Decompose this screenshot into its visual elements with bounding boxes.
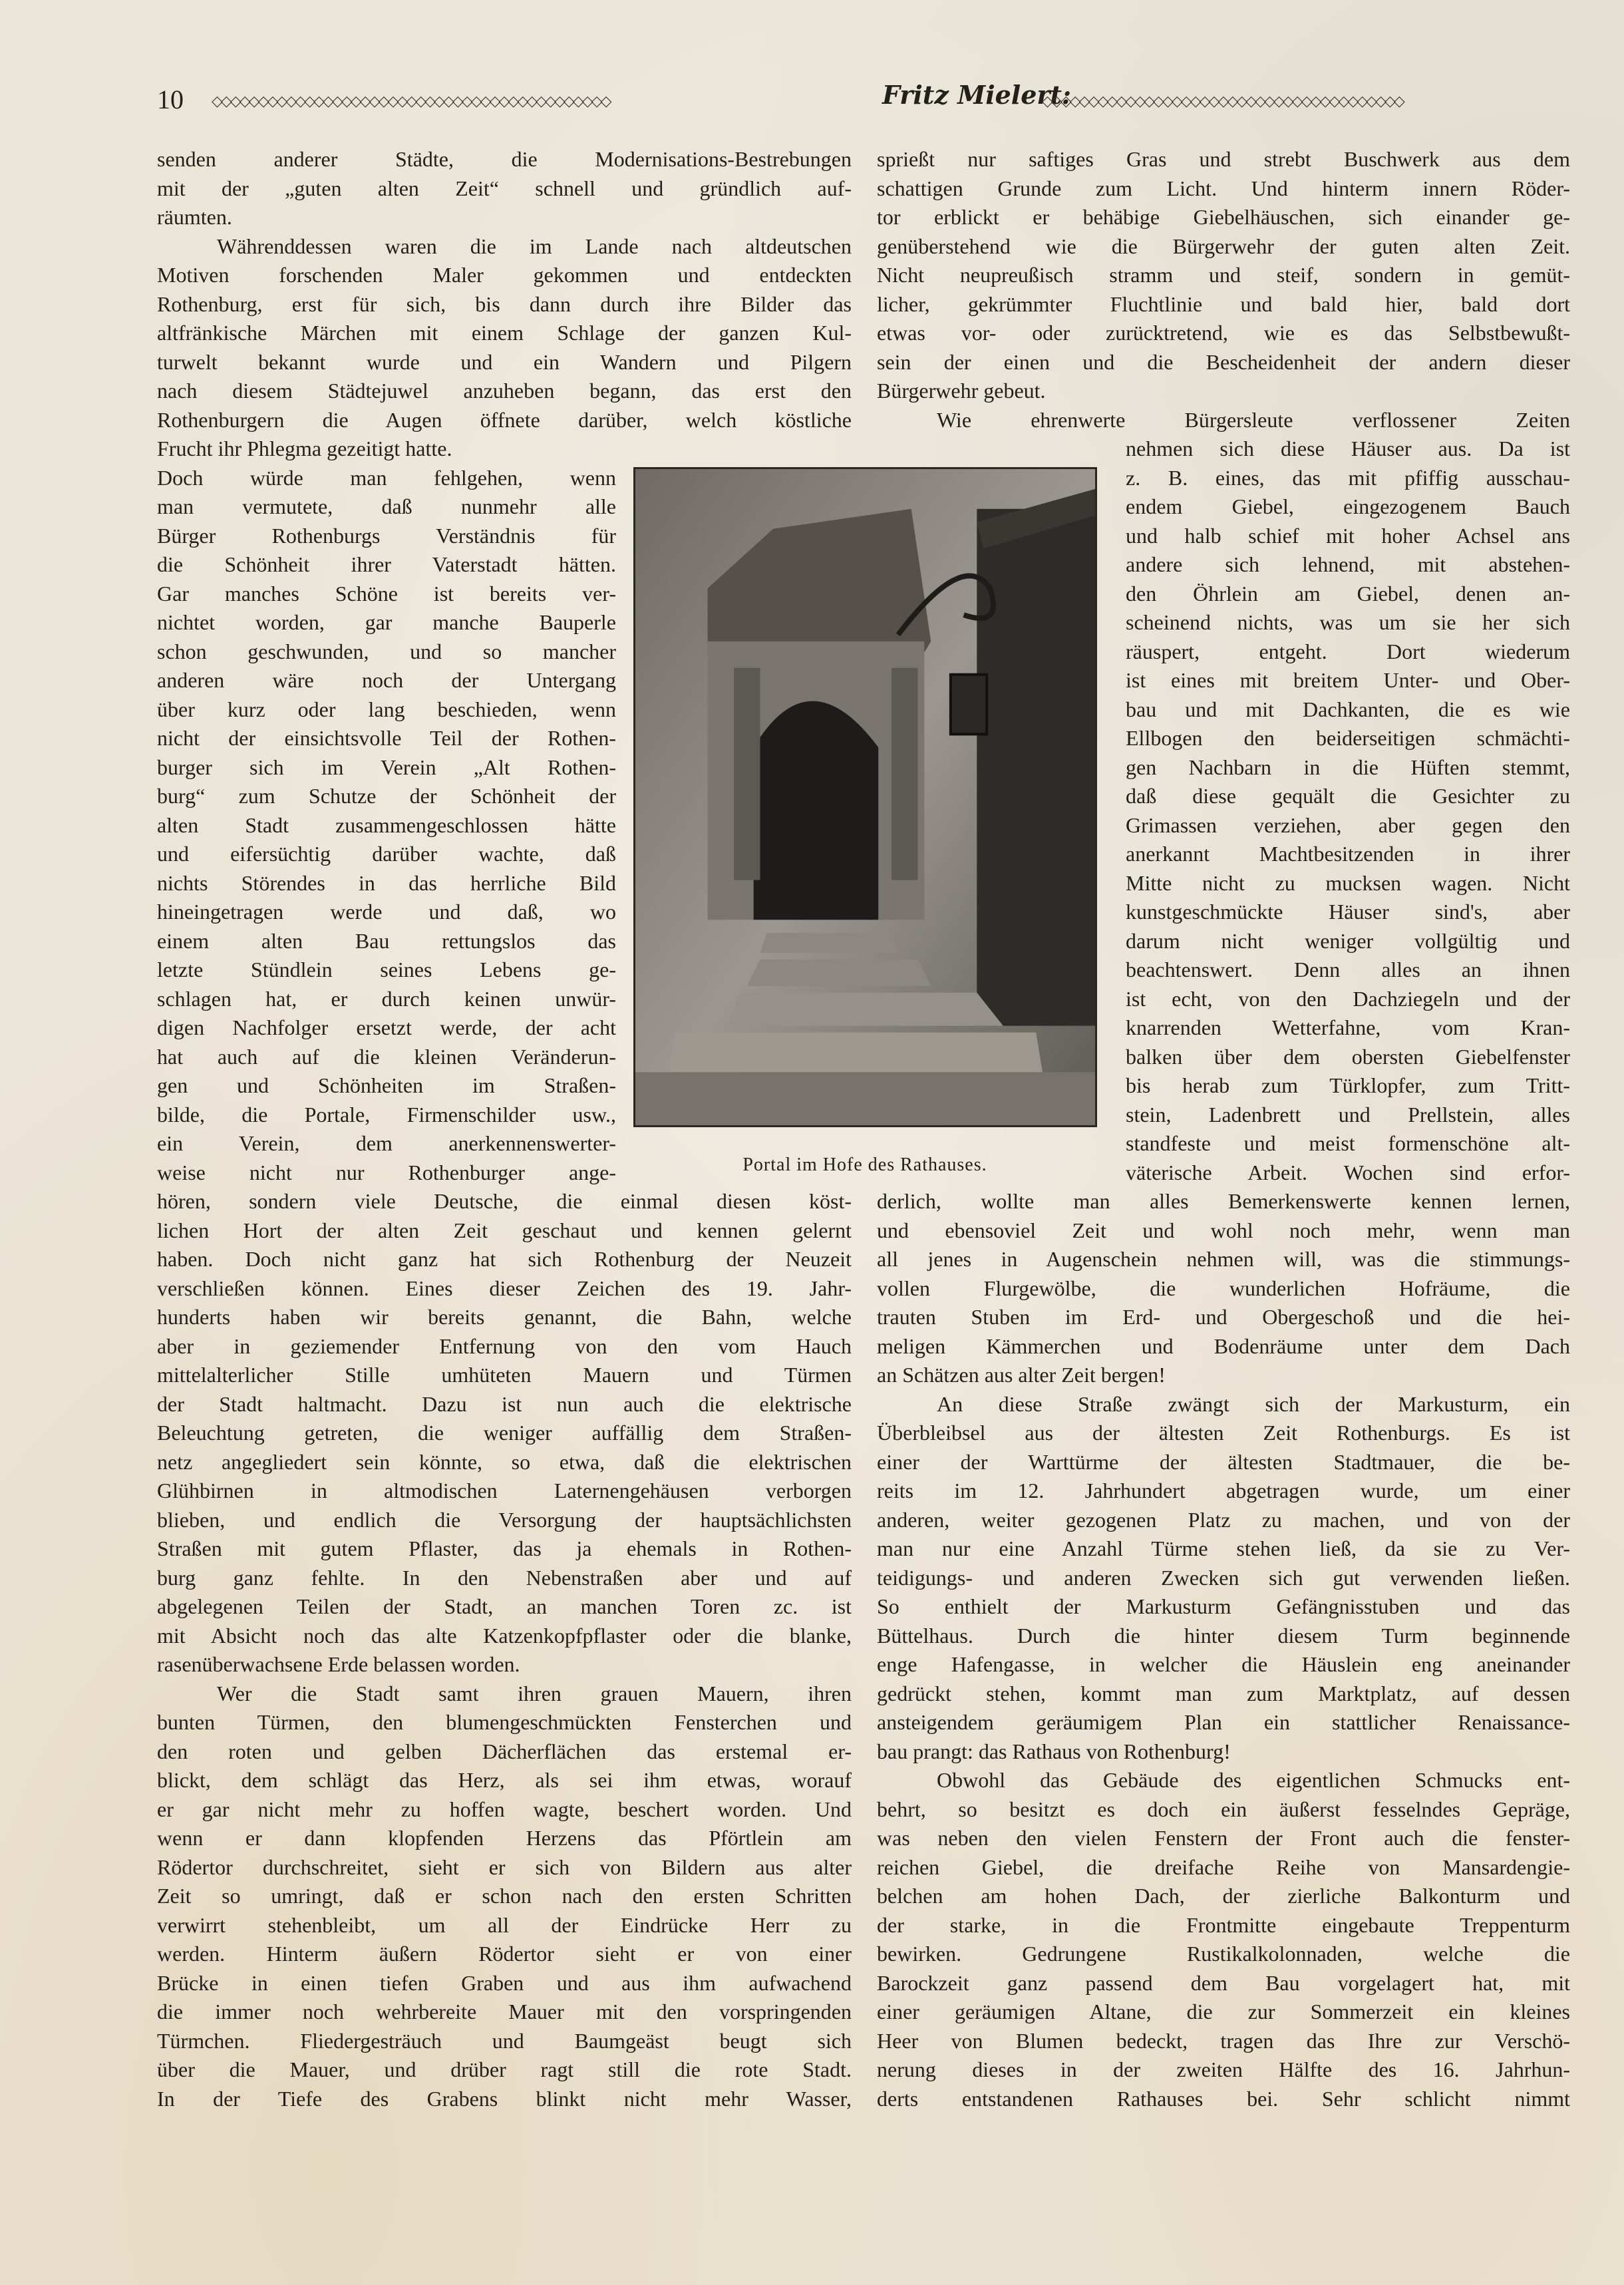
running-title: Fritz Mielert: [882, 80, 1072, 110]
text-line: Doch würde man fehlgehen, wenn [157, 465, 616, 490]
text-line: An diese Straße zwängt sich der Markusturm, ein [937, 1391, 1570, 1416]
text-line: Beleuchtung getreten, die weniger auffällig dem Straßen- [157, 1421, 852, 1445]
text-line: hat auch auf die kleinen Veränderun- [157, 1044, 616, 1069]
portal-photograph [635, 469, 1095, 1125]
text-line: und ebensoviel Zeit und wohl noch mehr, wenn man [877, 1218, 1570, 1242]
text-line: bilde, die Portale, Firmenschilder usw., [157, 1102, 616, 1127]
text-line: beachtenswert. Denn alles an ihnen [1126, 958, 1570, 981]
text-line: nerung dieses in der zweiten Hälfte des 16. Jahrhun- [877, 2057, 1570, 2081]
text-line: Büttelhaus. Durch die hinter diesem Turm beginnende [877, 1623, 1570, 1648]
text-line: anerkannt Machtbesitzenden in ihrer [1126, 842, 1570, 866]
text-line: gen und Schönheiten im Straßen- [157, 1073, 616, 1097]
step-4 [668, 1033, 1043, 1073]
text-line: Nicht neupreußisch stramm und steif, sondern in gemüt- [877, 263, 1570, 287]
text-line: werden. Hinterm äußern Rödertor sieht er von einer [157, 1942, 852, 1966]
text-line: tor erblickt er behäbige Giebelhäuschen, sich einander ge- [877, 205, 1570, 229]
text-line: räuspert, entgeht. Dort wiederum [1126, 639, 1570, 663]
text-line: Obwohl das Gebäude des eigentlichen Schmucks ent- [937, 1768, 1570, 1792]
text-line: und halb schief mit hoher Achsel ans [1126, 523, 1570, 548]
text-line: anderen wäre noch der Untergang [157, 668, 616, 692]
text-line: rasenüberwachsene Erde belassen worden. [157, 1652, 520, 1676]
text-line: balken über dem obersten Giebelfenster [1126, 1044, 1570, 1069]
text-line: nichtet worden, gar manche Bauperle [157, 610, 616, 634]
text-line: ist echt, von den Dachziegeln und der [1126, 986, 1570, 1011]
text-line: Überbleibsel aus der ältesten Zeit Rothenburgs. Es ist [877, 1421, 1570, 1445]
pilaster-left [734, 668, 760, 880]
step-2 [747, 960, 931, 986]
text-line: die Schönheit ihrer Vaterstadt hätten. [157, 552, 616, 576]
text-line: burger sich im Verein „Alt Rothen- [157, 755, 616, 779]
text-line: burg“ zum Schutze der Schönheit der [157, 784, 616, 808]
text-line: belchen am hohen Dach, der zierliche Balkonturm und [877, 1884, 1570, 1908]
text-line: mit der „guten alten Zeit“ schnell und gründlich auf- [157, 176, 852, 200]
text-line: Gar manches Schöne ist bereits ver- [157, 581, 616, 606]
text-line: Straßen mit gutem Pflaster, das ja ehemals in Rothen- [157, 1536, 852, 1560]
text-line: schattigen Grunde zum Licht. Und hinterm innern Röder- [877, 176, 1570, 200]
text-line: all jenes in Augenschein nehmen will, was die stimmungs- [877, 1247, 1570, 1271]
text-line: meligen Kämmerchen und Bodenräume unter dem Dach [877, 1333, 1570, 1358]
text-line: aber in geziemender Entfernung von den vom Hauch [157, 1333, 852, 1358]
text-line: der Stadt haltmacht. Dazu ist nun auch die elektrische [157, 1391, 852, 1416]
text-line: Ellbogen den beiderseitigen schmächti- [1126, 726, 1570, 750]
text-line: trauten Stuben im Erd- und Obergeschoß und die hei- [877, 1305, 1570, 1329]
text-line: bau prangt: das Rathaus von Rothenburg! [877, 1739, 1231, 1763]
text-line: abgelegenen Teilen der Stadt, an manchen Toren zc. ist [157, 1594, 852, 1618]
text-line: derts entstandenen Rathauses bei. Sehr schlicht nimmt [877, 2086, 1570, 2111]
text-line: andere sich lehnend, mit abstehen- [1126, 552, 1570, 576]
text-line: einer geräumigen Altane, die zur Sommerzeit ein kleines [877, 2000, 1570, 2023]
text-line: Grimassen verziehen, aber gegen den [1126, 812, 1570, 837]
text-line: Frucht ihr Phlegma gezeitigt hatte. [157, 437, 452, 460]
text-line: blieben, und endlich die Versorgung der hauptsächlichsten [157, 1507, 852, 1532]
dark-building [977, 509, 1095, 1026]
ornament-rule-right: ◇◇◇◇◇◇◇◇◇◇◇◇◇◇◇◇◇◇◇◇◇◇◇◇◇◇◇◇◇◇◇◇◇◇◇◇◇◇◇ [1042, 93, 1403, 110]
text-line: hunderts haben wir bereits genannt, die Bahn, welche [157, 1305, 852, 1329]
text-line: derlich, wollte man alles Bemerkenswerte kennen lernen, [877, 1189, 1570, 1213]
text-line: über kurz oder lang beschieden, wenn [157, 697, 616, 721]
text-line: der starke, in die Frontmitte eingebaute Treppenturm [877, 1912, 1570, 1937]
text-line: bau und mit Dachkanten, die es wie [1126, 697, 1570, 721]
text-line: daß diese gequält die Gesichter zu [1126, 784, 1570, 808]
text-line: enge Hafengasse, in welcher die Häuslein eng aneinander [877, 1652, 1570, 1676]
text-line: verschließen können. Eines dieser Zeichen des 19. Jahr- [157, 1276, 852, 1300]
text-line: stein, Ladenbrett und Prellstein, alles [1126, 1102, 1570, 1127]
text-line: mittelalterlicher Stille umhüteten Mauern und Türmen [157, 1363, 852, 1387]
text-line: was neben den vielen Fenstern der Front auch die fenster- [877, 1826, 1570, 1850]
text-line: Glühbirnen in altmodischen Laternengehäusen verborgen [157, 1479, 852, 1502]
text-line: Zeit so umringt, daß er schon nach den ersten Schritten [157, 1884, 852, 1908]
text-line: und eifersüchtig darüber wachte, daß [157, 842, 616, 866]
text-line: gedrückt stehen, kommt man zum Marktplatz, auf dessen [877, 1681, 1570, 1705]
text-line: blickt, dem schlägt das Herz, als sei ihm etwas, worauf [157, 1768, 852, 1792]
portal-doorway [754, 701, 879, 920]
text-line: mit Absicht noch das alte Katzenkopfpflaster oder die blanke, [157, 1623, 852, 1648]
text-line: Wer die Stadt samt ihren grauen Mauern, ihren [217, 1681, 852, 1705]
text-line: genüberstehend wie die Bürgerwehr der guten alten Zeit. [877, 234, 1570, 258]
text-line: sein der einen und die Bescheidenheit der andern dieser [877, 349, 1570, 374]
text-line: ein Verein, dem anerkennenswerter- [157, 1131, 616, 1155]
text-line: Brücke in einen tiefen Graben und aus ihm aufwachend [157, 1970, 852, 1995]
text-line: bewirken. Gedrungene Rustikalkolonnaden, welche die [877, 1942, 1570, 1966]
text-line: bis herab zum Türklopfer, zum Tritt- [1126, 1073, 1570, 1097]
text-line: vollen Flurgewölbe, die wunderlichen Hofräume, die [877, 1276, 1570, 1300]
text-line: Barockzeit ganz passend dem Bau vorgelagert hat, mit [877, 1970, 1570, 1995]
text-line: räumten. [157, 205, 232, 229]
text-line: nach diesem Städtejuwel anzuheben begann, das erst den [157, 379, 852, 403]
text-line: haben. Doch nicht ganz hat sich Rothenburg der Neuzeit [157, 1247, 852, 1271]
text-line: ansteigendem geräumigem Plan ein stattlicher Renaissance- [877, 1710, 1570, 1734]
text-line: den roten und gelben Dächerflächen das erstemal er- [157, 1739, 852, 1763]
text-line: man vermutete, daß nunmehr alle [157, 494, 616, 518]
text-line: hören, sondern viele Deutsche, die einmal diesen köst- [157, 1189, 852, 1213]
text-line: über die Mauer, und drüber ragt still die rote Stadt. [157, 2057, 852, 2081]
text-line: licher, gekrümmter Fluchtlinie und bald hier, bald dort [877, 291, 1570, 316]
text-line: digen Nachfolger ersetzt werde, der acht [157, 1015, 616, 1039]
text-line: behrt, so besitzt es doch ein äußerst fesselndes Gepräge, [877, 1797, 1570, 1821]
text-line: weise nicht nur Rothenburger ange- [157, 1160, 616, 1184]
page-number: 10 [157, 85, 184, 114]
text-line: standfeste und meist formenschöne alt- [1126, 1131, 1570, 1155]
step-3 [727, 993, 1003, 1026]
text-line: verwirrt stehenbleibt, um all der Eindrücke Herr zu [157, 1912, 852, 1937]
text-line: knarrenden Wetterfahne, vom Kran- [1126, 1015, 1570, 1039]
text-line: So enthielt der Markusturm Gefängnisstuben und das [877, 1594, 1570, 1618]
text-line: reichen Giebel, die dreifache Reihe von Mansardengie- [877, 1854, 1570, 1879]
text-line: alten Stadt zusammengeschlossen hätte [157, 812, 616, 837]
text-line: Rothenburg, erst für sich, bis dann durch ihre Bilder das [157, 291, 852, 316]
text-line: Heer von Blumen bedeckt, tragen das Ihre zur Verschö- [877, 2028, 1570, 2053]
text-line: Mitte nicht zu mucksen wagen. Nicht [1126, 870, 1570, 895]
text-line: altfränkische Märchen mit einem Schlage der ganzen Kul- [157, 321, 852, 345]
text-line: etwas vor- oder zurücktretend, wie es das Selbstbewußt- [877, 321, 1570, 345]
text-line: reits im 12. Jahrhundert abgetragen wurde, um einer [877, 1479, 1570, 1502]
text-line: nehmen sich diese Häuser aus. Da ist [1126, 437, 1570, 460]
figure-photo-portal [633, 467, 1097, 1127]
text-line: wenn er dann klopfenden Herzens das Pförtlein am [157, 1826, 852, 1850]
text-line: scheinend nichts, was um sie her sich [1126, 610, 1570, 634]
text-line: schlagen hat, er durch keinen unwür- [157, 986, 616, 1011]
text-line: turwelt bekannt wurde und ein Wandern und Pilgern [157, 349, 852, 374]
text-line: darum nicht weniger vollgültig und [1126, 928, 1570, 953]
text-line: die immer noch wehrbereite Mauer mit den vorspringenden [157, 2000, 852, 2023]
text-line: Währenddessen waren die im Lande nach altdeutschen [217, 234, 852, 258]
text-line: man nur eine Anzahl Türme stehen ließ, da sie zu Ver- [877, 1536, 1570, 1560]
text-line: bunten Türmen, den blumengeschmückten Fensterchen und [157, 1710, 852, 1734]
ornament-rule-left: ◇◇◇◇◇◇◇◇◇◇◇◇◇◇◇◇◇◇◇◇◇◇◇◇◇◇◇◇◇◇◇◇◇◇◇◇◇◇◇◇◇◇◇ [212, 93, 610, 110]
text-line: er gar nicht mehr zu hoffen wagte, beschert worden. Und [157, 1797, 852, 1821]
text-line: Bürgerwehr gebeut. [877, 379, 1046, 403]
text-line: gen Nachbarn in die Hüften stemmt, [1126, 755, 1570, 779]
step-1 [760, 933, 898, 953]
text-line: Rothenburgern die Augen öffnete darüber, welch köstliche [157, 407, 852, 432]
text-line: Türmchen. Fliedergesträuch und Baumgeäst beugt sich [157, 2028, 852, 2053]
text-line: z. B. eines, das mit pfiffig ausschau- [1126, 465, 1570, 490]
text-line: Motiven forschenden Maler gekommen und entdeckten [157, 263, 852, 287]
text-line: kunstgeschmückte Häuser sind's, aber [1126, 900, 1570, 924]
running-header [157, 79, 1570, 118]
text-line: Rödertor durchschreitet, sieht er sich von Bildern aus alter [157, 1854, 852, 1879]
text-line: teidigungs- und anderen Zwecken sich gut verwenden ließen. [877, 1565, 1570, 1590]
text-line: einer der Warttürme der ältesten Stadtmauer, die be- [877, 1449, 1570, 1474]
text-line: netz angegliedert sein könnte, so etwa, daß die elektrischen [157, 1449, 852, 1474]
text-line: nicht der einsichtsvolle Teil der Rothen- [157, 726, 616, 750]
text-line: an Schätzen aus alter Zeit bergen! [877, 1363, 1166, 1387]
text-line: lichen Hort der alten Zeit geschaut und kennen gelernt [157, 1218, 852, 1242]
cobblestones [635, 1072, 1095, 1125]
pilaster-right [892, 668, 917, 880]
text-line: senden anderer Städte, die Modernisations-Bestrebungen [157, 147, 852, 171]
text-line: Bürger Rothenburgs Verständnis für [157, 523, 616, 548]
figure-caption: Portal im Hofe des Rathauses. [742, 1154, 987, 1175]
text-line: schon geschwunden, und so mancher [157, 639, 616, 663]
text-line: ist eines mit breitem Unter- und Ober- [1126, 668, 1570, 692]
text-line: anderen, weiter gezogenen Platz zu machen, und von der [877, 1507, 1570, 1532]
lantern [951, 675, 987, 735]
text-line: väterische Arbeit. Wochen sind erfor- [1126, 1160, 1570, 1184]
text-line: Wie ehrenwerte Bürgersleute verflossener Zeiten [937, 407, 1570, 432]
text-line: burg ganz fehlte. In den Nebenstraßen aber und auf [157, 1565, 852, 1590]
text-line: nichts Störendes in das herrliche Bild [157, 870, 616, 895]
text-line: endem Giebel, eingezogenem Bauch [1126, 494, 1570, 518]
text-line: letzte Stündlein seines Lebens ge- [157, 958, 616, 981]
text-line: In der Tiefe des Grabens blinkt nicht mehr Wasser, [157, 2086, 852, 2111]
text-line: hineingetragen werde und daß, wo [157, 900, 616, 924]
text-line: den Öhrlein am Giebel, denen an- [1126, 581, 1570, 606]
text-line: einem alten Bau rettungslos das [157, 928, 616, 953]
text-line: sprießt nur saftiges Gras und strebt Buschwerk aus dem [877, 147, 1570, 171]
